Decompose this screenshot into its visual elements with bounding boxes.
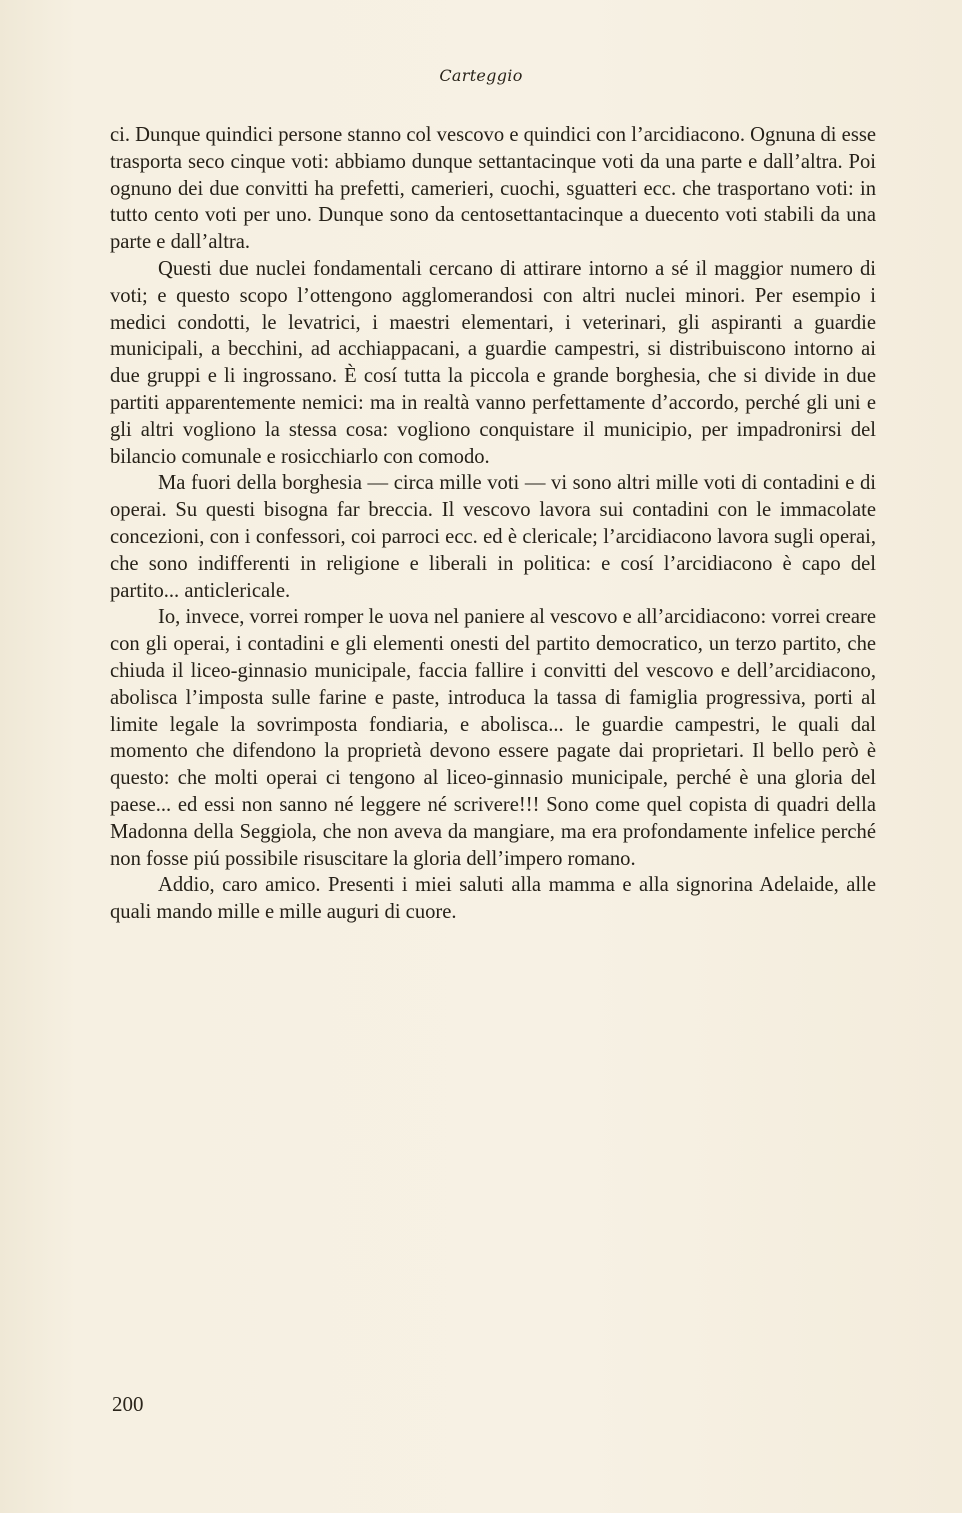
paragraph-4: Io, invece, vorrei romper le uova nel paniere al vescovo e all’arcidiacono: vorrei creare con gli operai, i contadini e gli elementi onesti del partito democratico, un terzo partito, che chiuda il liceo-ginnasio municipale, faccia fallire i convitti del vescovo e dell’arcidiacono, abolisca l’imposta sulle farine e paste, introduca la tassa di famiglia progressiva, porti al limite legale la sovrimposta fondiaria, e abolisca... le guardie campestri, le quali dal momento che difendono la proprietà devono essere pagate dai proprietari. Il bello però è questo: che molti operai ci tengono al liceo-ginnasio municipale, perché è una gloria del paese... ed essi non sanno né leggere né scrivere!!! Sono come quel copista di quadri della Madonna della Seggiola, che non aveva da mangiare, ma era profondamente infelice perché non fosse piú possibile risuscitare la gloria dell’impero romano.	[110, 606, 876, 870]
paragraph-1: ci. Dunque quindici persone stanno col vescovo e quindici con l’arcidiacono. Ognuna di esse trasporta seco cinque voti: abbiamo dunque settantacinque voti da una parte e dall’altra. Poi ognuno dei due convitti ha prefetti, camerieri, cuochi, sguatteri ecc. che trasportano voti: in tutto cento voti per uno. Dunque sono da centosettantacinque a duecento voti stabili da una parte e dall’altra.	[110, 124, 876, 254]
paragraph-5: Addio, caro amico. Presenti i miei saluti alla mamma e alla signorina Adelaide, alle quali mando mille e mille auguri di cuore.	[110, 874, 876, 924]
running-header: Carteggio	[439, 66, 523, 85]
page-number: 200	[112, 1392, 144, 1416]
body-text	[110, 122, 876, 926]
paragraph-3: Ma fuori della borghesia — circa mille voti — vi sono altri mille voti di contadini e di operai. Su questi bisogna far breccia. Il vescovo lavora sui contadini con le immacolate concezioni, con i confessori, coi parroci ecc. ed è clericale; l’arcidiacono lavora sugli operai, che sono indifferenti in religione e liberali in politica: e cosí l’arcidiacono è capo del partito... anticlericale.	[110, 472, 876, 602]
paragraph-2: Questi due nuclei fondamentali cercano di attirare intorno a sé il maggior numero di voti; e questo scopo l’ottengono agglomerandosi con altri nuclei minori. Per esempio i medici condotti, le levatrici, i maestri elementari, i veterinari, gli aspiranti a guardie municipali, a becchini, ad acchiappacani, a guardie campestri, si distribuiscono intorno ai due gruppi e li ingrossano. È cosí tutta la piccola e grande borghesia, che si divide in due partiti apparentemente nemici: ma in realtà vanno perfettamente d’accordo, perché gli uni e gli altri vogliono la stessa cosa: vogliono conquistare il municipio, per impadronirsi del bilancio comunale e rosicchiarlo con comodo.	[110, 257, 876, 468]
